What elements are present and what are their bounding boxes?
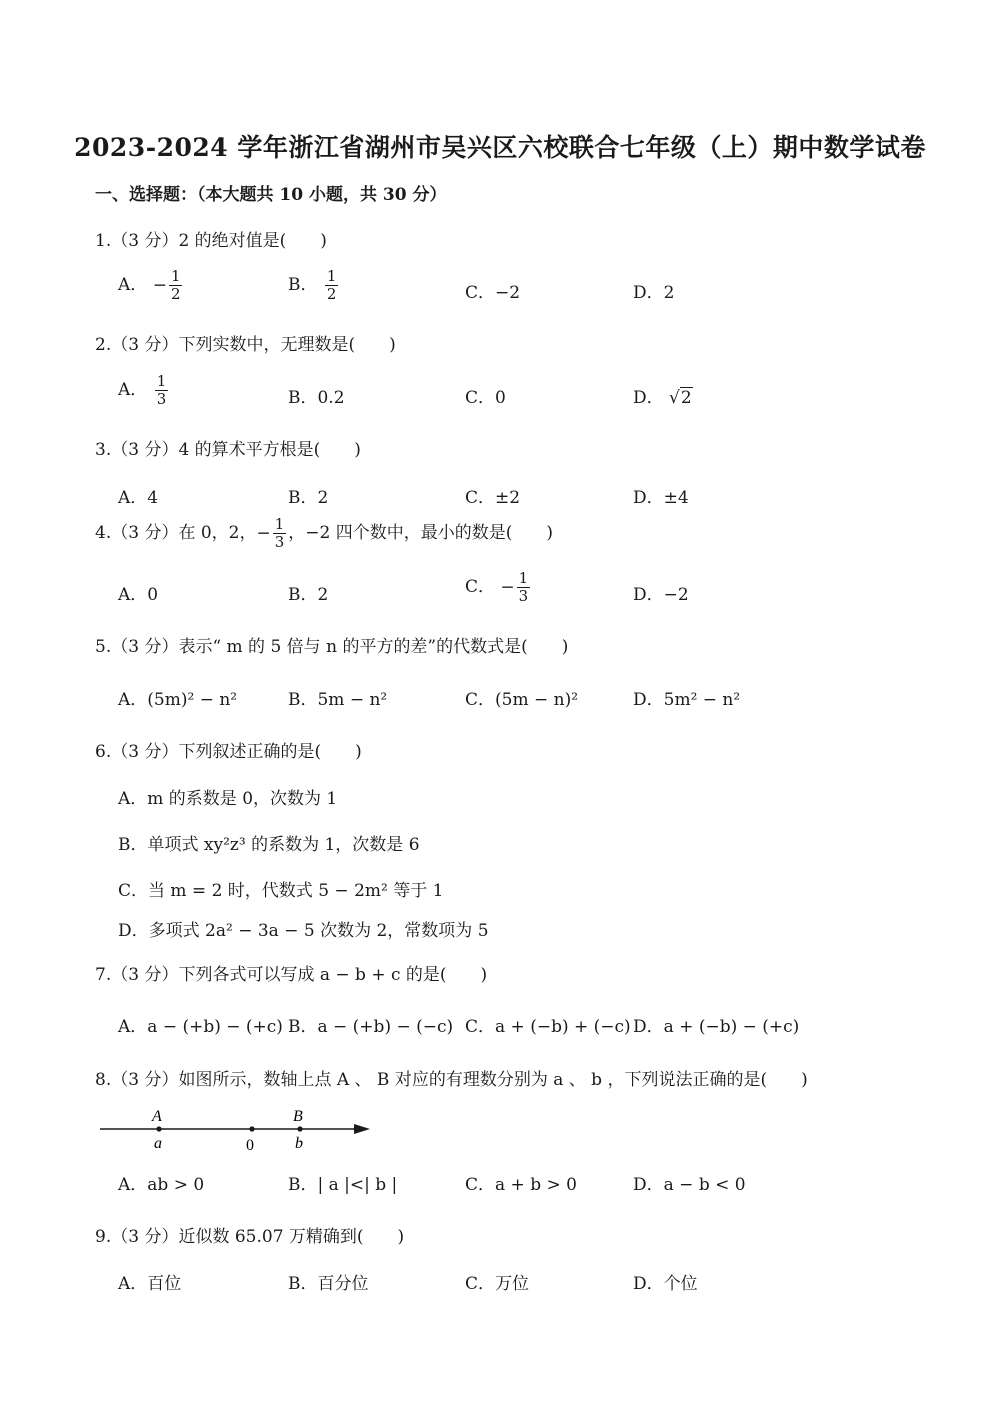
question-5-stem: 5.（3 分）表示“ m 的 5 倍与 n 的平方的差”的代数式是( ) xyxy=(95,637,569,657)
q7-option-b: B．a − (+b) − (−c) xyxy=(288,1017,454,1037)
label-zero: 0 xyxy=(246,1137,254,1154)
q4-option-a: A．0 xyxy=(118,585,159,605)
label-value-b: b xyxy=(295,1135,303,1152)
q5-option-a: A．(5m)² − n² xyxy=(118,690,238,710)
q5-option-d: D．5m² − n² xyxy=(633,690,741,710)
q1-a-fraction xyxy=(169,268,183,303)
q2-d-radicand: 2 xyxy=(680,388,692,408)
q1-b-num: 1 xyxy=(326,267,337,285)
q1-option-a xyxy=(118,268,184,303)
question-9-stem: 9.（3 分）近似数 65.07 万精确到( ) xyxy=(95,1227,405,1247)
q4-c-sign: − xyxy=(500,577,515,598)
q4-c-den: 3 xyxy=(518,587,529,605)
q9-option-a: A．百位 xyxy=(118,1274,182,1294)
label-point-b: B xyxy=(293,1108,303,1125)
q8-option-d: D．a − b < 0 xyxy=(633,1175,746,1195)
q7-option-c: C．a + (−b) + (−c) xyxy=(465,1017,631,1037)
q4-option-d: D．−2 xyxy=(633,585,689,605)
q6-option-c: C．当 m = 2 时，代数式 5 − 2m² 等于 1 xyxy=(118,881,444,901)
q4-c-fraction xyxy=(517,570,531,605)
q4-stem-pre: 4.（3 分）在 0，2， xyxy=(95,523,257,543)
question-7-stem: 7.（3 分）下列各式可以写成 a − b + c 的是( ) xyxy=(95,965,488,985)
q4-stem-sign: − xyxy=(256,523,271,544)
q3-option-a: A．4 xyxy=(118,488,159,508)
q1-a-label: A． xyxy=(118,275,148,295)
q2-option-b: B．0.2 xyxy=(288,388,345,408)
q1-option-d: D．2 xyxy=(633,283,675,303)
q2-option-d xyxy=(633,383,693,408)
label-point-a: A xyxy=(152,1108,162,1125)
origin-dot xyxy=(249,1126,254,1131)
q4-stem-fraction xyxy=(273,516,287,551)
q3-option-d: D．±4 xyxy=(633,488,689,508)
q1-a-num: 1 xyxy=(170,267,181,285)
q1-a-sign: − xyxy=(152,275,167,296)
q5-option-c: C．(5m − n)² xyxy=(465,690,579,710)
question-8-stem: 8.（3 分）如图所示，数轴上点 A 、 B 对应的有理数分别为 a 、 b ，下列说法正确的是( ) xyxy=(95,1070,808,1090)
q7-option-a: A．a − (+b) − (+c) xyxy=(118,1017,283,1037)
q4-stem-den: 3 xyxy=(274,533,285,551)
q5-option-b: B．5m − n² xyxy=(288,690,388,710)
q8-option-b: B．| a |<| b | xyxy=(288,1175,398,1195)
q9-option-b: B．百分位 xyxy=(288,1274,369,1294)
q8-option-c: C．a + b > 0 xyxy=(465,1175,577,1195)
q2-a-num: 1 xyxy=(156,372,167,390)
q2-d-root: √ xyxy=(669,388,680,408)
sqrt-symbol xyxy=(669,388,693,408)
q2-d-label: D． xyxy=(633,388,664,408)
q1-b-fraction xyxy=(325,268,339,303)
q2-a-label: A． xyxy=(118,380,148,400)
q6-option-d: D．多项式 2a² − 3a − 5 次数为 2，常数项为 5 xyxy=(118,921,489,941)
q7-option-d: D．a + (−b) − (+c) xyxy=(633,1017,800,1037)
question-4-stem xyxy=(95,516,553,551)
question-2-stem: 2.（3 分）下列实数中，无理数是( ) xyxy=(95,335,396,355)
question-6-stem: 6.（3 分）下列叙述正确的是( ) xyxy=(95,742,362,762)
q2-a-den: 3 xyxy=(156,390,167,408)
axis-arrow-icon xyxy=(354,1124,370,1134)
q1-a-den: 2 xyxy=(170,285,181,303)
q4-stem-num: 1 xyxy=(274,515,285,533)
section-heading: 一、选择题：（本大题共 10 小题，共 30 分） xyxy=(95,185,447,205)
label-value-a: a xyxy=(154,1135,162,1152)
q4-option-b: B．2 xyxy=(288,585,329,605)
q1-option-b xyxy=(288,268,340,303)
q2-option-c: C．0 xyxy=(465,388,506,408)
q2-a-fraction xyxy=(155,373,169,408)
q4-stem-post: ，−2 四个数中，最小的数是( ) xyxy=(288,523,554,543)
q1-b-label: B． xyxy=(288,275,318,295)
page-title: 2023-2024 学年浙江省湖州市吴兴区六校联合七年级（上）期中数学试卷 xyxy=(74,133,926,162)
question-1-stem: 1.（3 分）2 的绝对值是( ) xyxy=(95,231,327,251)
point-a-dot xyxy=(156,1126,161,1131)
q9-option-d: D．个位 xyxy=(633,1274,698,1294)
q8-option-a: A．ab > 0 xyxy=(118,1175,205,1195)
question-3-stem: 3.（3 分）4 的算术平方根是( ) xyxy=(95,440,361,460)
q3-option-c: C．±2 xyxy=(465,488,521,508)
q1-option-c: C．−2 xyxy=(465,283,521,303)
q3-option-b: B．2 xyxy=(288,488,329,508)
q4-c-num: 1 xyxy=(518,569,529,587)
q4-option-c xyxy=(465,570,532,605)
q9-option-c: C．万位 xyxy=(465,1274,530,1294)
point-b-dot xyxy=(297,1126,302,1131)
number-line-figure xyxy=(95,1100,385,1156)
q2-option-a xyxy=(118,373,170,408)
q6-option-a: A．m 的系数是 0，次数为 1 xyxy=(118,789,338,809)
q1-b-den: 2 xyxy=(326,285,337,303)
q4-c-label: C． xyxy=(465,577,496,597)
q6-option-b: B．单项式 xy²z³ 的系数为 1，次数是 6 xyxy=(118,835,420,855)
